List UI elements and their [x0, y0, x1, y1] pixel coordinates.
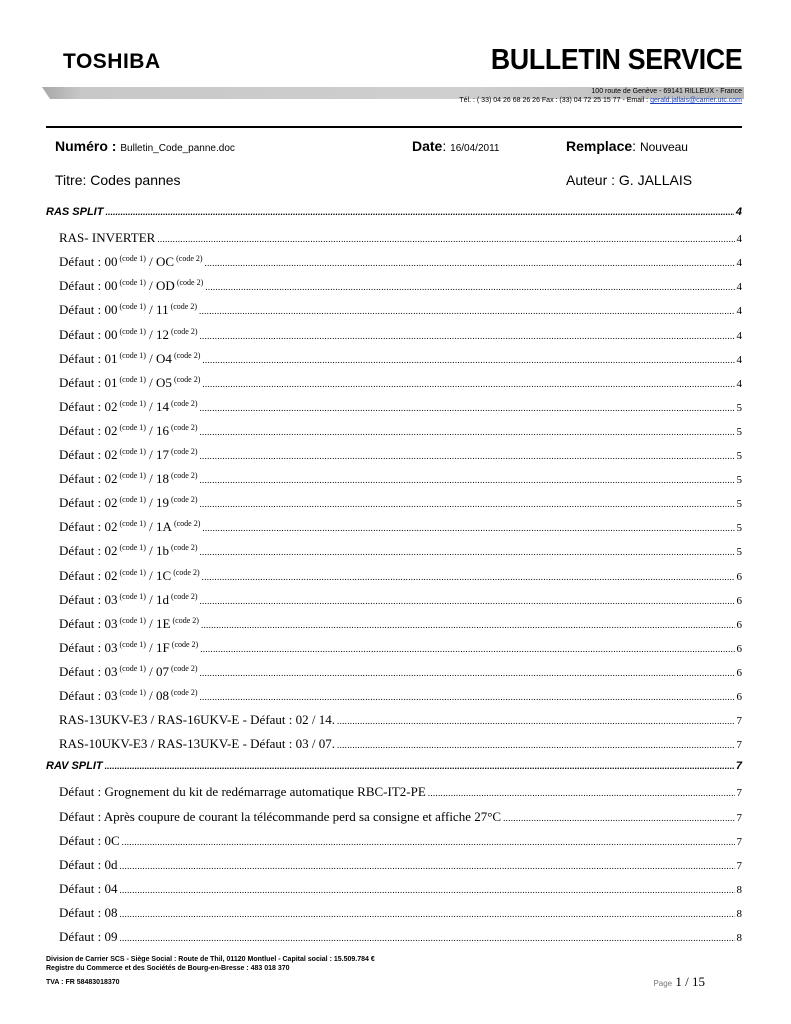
toc-page-number: 5	[736, 522, 742, 535]
toc-entry-text: Défaut : 08	[59, 904, 118, 920]
toc-page-number: 5	[736, 450, 742, 462]
code-2-value: O4	[156, 350, 172, 366]
defaut-prefix: Défaut :	[59, 663, 105, 679]
toc-page-number: 7	[735, 760, 742, 773]
toc-entry[interactable]	[46, 784, 742, 800]
code-2-label: (code 2)	[171, 639, 199, 649]
toc-leader-dots	[337, 736, 734, 752]
code-1-label: (code 1)	[119, 471, 146, 481]
toc-leader-dots	[199, 302, 734, 318]
date-field: Date: 16/04/2011	[412, 138, 500, 154]
defaut-prefix: Défaut :	[59, 495, 105, 511]
toc-entry[interactable]	[46, 519, 742, 535]
code-2-value: 08	[156, 688, 170, 703]
code-1-value: 02	[104, 543, 118, 559]
code-separator: /	[145, 447, 157, 462]
toc-leader-dots	[202, 519, 734, 535]
toc-entry[interactable]	[46, 809, 742, 825]
toc-entry[interactable]	[46, 447, 742, 463]
toc-entry-text: RAS-10UKV-E3 / RAS-13UKV-E - Défaut : 03 / 07.	[59, 736, 336, 752]
code-2-value: OC	[156, 254, 175, 270]
code-1-label: (code 1)	[119, 543, 146, 553]
defaut-prefix: Défaut :	[59, 350, 105, 366]
code-1-value: 03	[104, 639, 118, 655]
toc-entry-text: Défaut : Après coupure de courant la télécommande perd sa consigne et affiche 27°C	[59, 808, 502, 824]
code-1-label: (code 1)	[119, 495, 146, 505]
remplace-field: Remplace: Nouveau	[566, 138, 688, 154]
code-1-label: (code 1)	[119, 422, 146, 432]
toc-leader-dots	[105, 760, 734, 772]
code-2-label: (code 2)	[173, 350, 201, 360]
toc-entry-text	[59, 375, 200, 391]
code-2-label: (code 2)	[173, 374, 201, 384]
code-2-value: 12	[156, 326, 170, 342]
toc-entry[interactable]	[46, 736, 742, 752]
toc-leader-dots	[337, 712, 734, 728]
defaut-prefix: Défaut :	[59, 254, 105, 270]
toc-page-number: 6	[736, 618, 742, 631]
toc-page-number: 6	[736, 666, 742, 679]
date-value: 16/04/2011	[450, 143, 500, 154]
code-1-value: 03	[104, 663, 118, 679]
toc-entry[interactable]	[46, 327, 742, 343]
toc-page-number: 7	[736, 715, 742, 728]
code-2-label: (code 2)	[171, 422, 198, 432]
titre-field: Titre: Codes pannes	[55, 172, 181, 188]
code-2-label: (code 2)	[172, 615, 199, 625]
toc-page-number: 6	[736, 691, 742, 703]
code-1-label: (code 1)	[119, 591, 146, 601]
toc-entry-text: Défaut : 09	[59, 929, 118, 944]
toc-entry-text: RAV SPLIT	[46, 760, 103, 773]
toc-entry-text	[59, 543, 197, 559]
contact-text: Tél. : ( 33) 04 26 68 26 26 Fax : (33) 04 72 25 15 77 - Email :	[459, 97, 651, 104]
header-contact	[459, 97, 742, 104]
toc-entry-text: Défaut : Grognement du kit de redémarrage automatique RBC-IT2-PE	[59, 784, 426, 800]
toc-entry[interactable]	[46, 881, 742, 897]
email-link[interactable]: gerald.jallais@carrier.utc.com	[650, 97, 742, 104]
toc-page-number: 4	[736, 257, 742, 270]
remplace-label: Remplace	[566, 138, 633, 154]
toc-section[interactable]	[46, 206, 742, 218]
toc-entry-text	[59, 592, 197, 608]
page-label: Page	[653, 979, 673, 988]
code-2-label: (code 2)	[173, 519, 201, 529]
defaut-prefix: Défaut :	[59, 278, 105, 294]
code-2-value: 1A	[156, 519, 172, 535]
toc-page-number: 4	[736, 353, 742, 366]
defaut-prefix: Défaut :	[59, 615, 105, 631]
toc-entry[interactable]	[46, 616, 742, 632]
code-1-value: 02	[104, 422, 118, 438]
code-1-value: 02	[104, 398, 118, 414]
toc-entry-text	[59, 351, 200, 367]
code-2-value: 16	[156, 422, 170, 438]
toc-page-number: 8	[736, 907, 742, 920]
defaut-prefix: Défaut :	[59, 519, 105, 535]
code-separator: /	[145, 374, 157, 390]
toc-leader-dots	[202, 568, 735, 584]
toc-entry-text	[59, 399, 197, 415]
toc-page-number: 4	[736, 281, 742, 294]
toc-entry[interactable]	[46, 640, 742, 656]
code-2-value: 1d	[156, 591, 170, 607]
toc-leader-dots	[199, 399, 734, 415]
code-2-label: (code 2)	[170, 302, 198, 312]
date-label: Date	[412, 138, 443, 154]
toc-entry[interactable]	[46, 833, 742, 849]
toc-entry[interactable]	[46, 471, 742, 487]
toc-page-number: 5	[736, 498, 742, 511]
toc-entry[interactable]	[46, 664, 742, 680]
code-2-label: (code 2)	[171, 326, 198, 336]
code-1-label: (code 1)	[119, 398, 146, 408]
toc-entry-text	[59, 471, 197, 487]
toc-leader-dots	[205, 254, 735, 270]
toc-page-number: 5	[736, 474, 742, 487]
footer-line-3: TVA : FR 58483018370	[46, 979, 120, 986]
toc-leader-dots	[122, 833, 735, 849]
code-1-value: 02	[104, 519, 118, 535]
toc-entry-text	[59, 423, 197, 439]
code-2-label: (code 2)	[171, 495, 198, 505]
toc-leader-dots	[428, 784, 735, 800]
code-1-label: (code 1)	[119, 639, 146, 649]
toc-leader-dots	[199, 592, 734, 608]
defaut-prefix: Défaut :	[59, 591, 105, 607]
defaut-prefix: Défaut :	[59, 302, 105, 318]
toc-leader-dots	[199, 471, 734, 487]
code-2-label: (code 2)	[171, 688, 198, 697]
toc-entry[interactable]	[46, 688, 742, 704]
toc-page-number: 6	[736, 594, 742, 607]
toc-entry-text: RAS-13UKV-E3 / RAS-16UKV-E - Défaut : 02 / 14.	[59, 712, 336, 728]
toc-page-number: 8	[736, 932, 742, 944]
code-1-label: (code 1)	[119, 615, 146, 625]
toc-page-number: 7	[736, 739, 742, 752]
toc-page-number: 5	[736, 401, 742, 414]
code-1-label: (code 1)	[119, 567, 146, 577]
defaut-prefix: Défaut :	[59, 567, 105, 583]
code-1-value: 02	[104, 495, 118, 511]
toc-entry-text	[59, 568, 200, 584]
code-separator: /	[145, 302, 157, 318]
toc-entry-text: Défaut : 0d	[59, 856, 118, 872]
toc-page-number: 5	[736, 546, 742, 559]
toc-leader-dots	[119, 905, 734, 921]
code-separator: /	[145, 350, 157, 366]
numero-field: Numéro : Bulletin_Code_panne.doc	[55, 138, 235, 154]
toc-page-number: 4	[736, 305, 742, 318]
code-separator: /	[145, 591, 157, 607]
toc-page-number: 7	[736, 787, 742, 800]
code-1-label: (code 1)	[119, 447, 146, 456]
code-1-label: (code 1)	[119, 350, 146, 360]
toc-entry[interactable]	[46, 929, 742, 945]
bulletin-title: BULLETIN SERVICE	[490, 44, 742, 76]
code-separator: /	[145, 278, 157, 294]
toc-entry[interactable]	[46, 375, 742, 391]
code-2-label: (code 2)	[171, 471, 198, 481]
toc-page-number: 4	[735, 206, 742, 218]
toc-entry-text	[59, 254, 203, 270]
defaut-prefix: Défaut :	[59, 398, 105, 414]
toc-entry[interactable]	[46, 712, 742, 728]
code-1-label: (code 1)	[119, 519, 146, 529]
code-2-value: 1F	[156, 639, 170, 655]
page-value: 1 / 15	[675, 974, 705, 989]
toc-entry-text	[59, 519, 200, 535]
page-number	[653, 974, 705, 990]
toc-page-number: 4	[736, 377, 742, 390]
footer-line-1: Division de Carrier SCS - Siège Social : Route de Thil, 01120 Montluel - Capital social : 15.509.784 €	[46, 956, 375, 963]
toc-leader-dots	[119, 857, 734, 873]
toc-entry-text: RAS- INVERTER	[59, 230, 156, 246]
code-2-value: O5	[156, 374, 172, 390]
toc-entry[interactable]	[46, 399, 742, 415]
remplace-value: Nouveau	[639, 140, 688, 154]
defaut-prefix: Défaut :	[59, 471, 105, 487]
toc-leader-dots	[199, 688, 734, 704]
code-2-value: 14	[156, 398, 170, 414]
code-2-label: (code 2)	[171, 447, 198, 456]
toc-page-number: 8	[736, 883, 742, 896]
code-2-value: 1b	[156, 543, 170, 559]
code-2-value: 07	[156, 663, 170, 679]
header-address: 100 route de Genève - 69141 RILLEUX - France	[591, 88, 742, 95]
toc-leader-dots	[105, 206, 733, 218]
toc-page-number: 6	[736, 570, 742, 583]
toc-entry-text: Défaut : 0C	[59, 832, 120, 848]
code-1-label: (code 1)	[119, 374, 146, 384]
code-1-value: 00	[104, 278, 118, 294]
code-1-value: 01	[104, 350, 118, 366]
toc-entry-text	[59, 688, 197, 704]
code-1-value: 00	[104, 302, 118, 318]
toc-entry-text	[59, 664, 197, 680]
toc-leader-dots	[202, 351, 734, 367]
toc-page-number: 5	[736, 425, 742, 438]
code-1-label: (code 1)	[119, 326, 146, 336]
titre-label: Titre	[55, 172, 83, 188]
toc-leader-dots	[202, 375, 734, 391]
toc-page-number: 4	[736, 329, 742, 342]
code-1-label: (code 1)	[119, 302, 146, 312]
code-2-value: 1E	[156, 615, 171, 631]
toc-leader-dots	[199, 423, 734, 439]
defaut-prefix: Défaut :	[59, 688, 105, 703]
toc-page-number: 7	[736, 859, 742, 872]
toc-leader-dots	[199, 447, 734, 463]
toc-entry-text	[59, 278, 203, 294]
toc-entry-text	[59, 616, 199, 632]
numero-value: Bulletin_Code_panne.doc	[120, 143, 235, 154]
toc-entry[interactable]	[46, 254, 742, 270]
code-2-value: 17	[156, 447, 170, 462]
toc-page-number: 6	[736, 642, 742, 655]
code-separator: /	[145, 495, 157, 511]
toc-entry[interactable]	[46, 278, 742, 294]
toc-leader-dots	[199, 664, 734, 680]
defaut-prefix: Défaut :	[59, 374, 105, 390]
defaut-prefix: Défaut :	[59, 422, 105, 438]
code-1-label: (code 1)	[119, 688, 146, 697]
code-2-value: 18	[156, 471, 170, 487]
toc-entry[interactable]	[46, 857, 742, 873]
toc-entry-text	[59, 447, 197, 463]
toc-entry[interactable]	[46, 592, 742, 608]
toc-page-number: 7	[736, 835, 742, 848]
toc-entry-text	[59, 302, 197, 318]
toc-leader-dots	[200, 640, 734, 656]
toc-leader-dots	[119, 929, 734, 945]
code-1-value: 02	[104, 567, 118, 583]
toc-section[interactable]	[46, 760, 742, 772]
toc-leader-dots	[205, 278, 734, 294]
toc-entry-text	[59, 640, 198, 656]
toc-leader-dots	[199, 495, 734, 511]
code-2-value: 11	[156, 302, 169, 318]
code-separator: /	[145, 398, 157, 414]
toc-entry-text	[59, 327, 197, 343]
toc-entry[interactable]	[46, 423, 742, 439]
toc-entry[interactable]	[46, 543, 742, 559]
code-1-value: 03	[104, 615, 118, 631]
code-2-value: 1C	[156, 567, 172, 583]
toc-entry[interactable]	[46, 905, 742, 921]
numero-label: Numéro	[55, 138, 108, 154]
toc-entry-text: RAS SPLIT	[46, 206, 104, 218]
toc-leader-dots	[503, 809, 734, 825]
defaut-prefix: Défaut :	[59, 447, 105, 462]
defaut-prefix: Défaut :	[59, 639, 105, 655]
toc-entry[interactable]	[46, 495, 742, 511]
toc-page-number: 4	[736, 233, 742, 246]
code-2-label: (code 2)	[176, 254, 203, 264]
header-rule	[46, 126, 742, 128]
code-1-value: 03	[104, 591, 118, 607]
code-2-label: (code 2)	[171, 663, 198, 673]
code-1-label: (code 1)	[119, 254, 146, 264]
code-1-value: 01	[104, 374, 118, 390]
code-1-value: 00	[104, 254, 118, 270]
code-2-label: (code 2)	[176, 278, 204, 288]
code-separator: /	[145, 254, 157, 270]
code-2-value: OD	[156, 278, 175, 294]
code-1-label: (code 1)	[119, 278, 146, 288]
code-separator: /	[145, 471, 157, 487]
code-separator: /	[145, 326, 157, 342]
toc-leader-dots	[157, 230, 734, 246]
auteur-field: Auteur : G. JALLAIS	[566, 172, 693, 188]
code-2-label: (code 2)	[171, 398, 198, 408]
code-separator: /	[145, 519, 157, 535]
code-1-value: 00	[104, 326, 118, 342]
toshiba-logo: TOSHIBA	[63, 50, 161, 73]
code-2-label: (code 2)	[171, 543, 198, 553]
code-separator: /	[145, 615, 157, 631]
code-2-label: (code 2)	[171, 591, 198, 601]
toc-entry-text	[59, 495, 197, 511]
code-2-label: (code 2)	[173, 567, 200, 577]
code-1-label: (code 1)	[119, 663, 146, 673]
footer-line-2: Registre du Commerce et des Sociétés de Bourg-en-Bresse : 483 018 370	[46, 965, 290, 972]
toc-entry[interactable]	[46, 351, 742, 367]
toc-leader-dots	[199, 543, 734, 559]
code-separator: /	[145, 567, 157, 583]
toc-entry[interactable]	[46, 302, 742, 318]
code-separator: /	[145, 422, 157, 438]
code-1-value: 02	[104, 447, 118, 462]
toc-entry-text: Défaut : 04	[59, 880, 118, 896]
toc-leader-dots	[119, 881, 734, 897]
code-separator: /	[145, 639, 157, 655]
toc-page-number: 7	[736, 811, 742, 824]
code-separator: /	[145, 543, 157, 559]
titre-value: Codes pannes	[90, 172, 181, 188]
toc-leader-dots	[199, 327, 734, 343]
code-2-value: 19	[156, 495, 170, 511]
code-1-value: 03	[104, 688, 118, 703]
defaut-prefix: Défaut :	[59, 543, 105, 559]
code-separator: /	[145, 688, 157, 703]
toc-leader-dots	[201, 616, 735, 632]
code-1-value: 02	[104, 471, 118, 487]
code-separator: /	[145, 663, 157, 679]
toc-entry[interactable]	[46, 230, 742, 246]
toc-entry[interactable]	[46, 568, 742, 584]
defaut-prefix: Défaut :	[59, 326, 105, 342]
